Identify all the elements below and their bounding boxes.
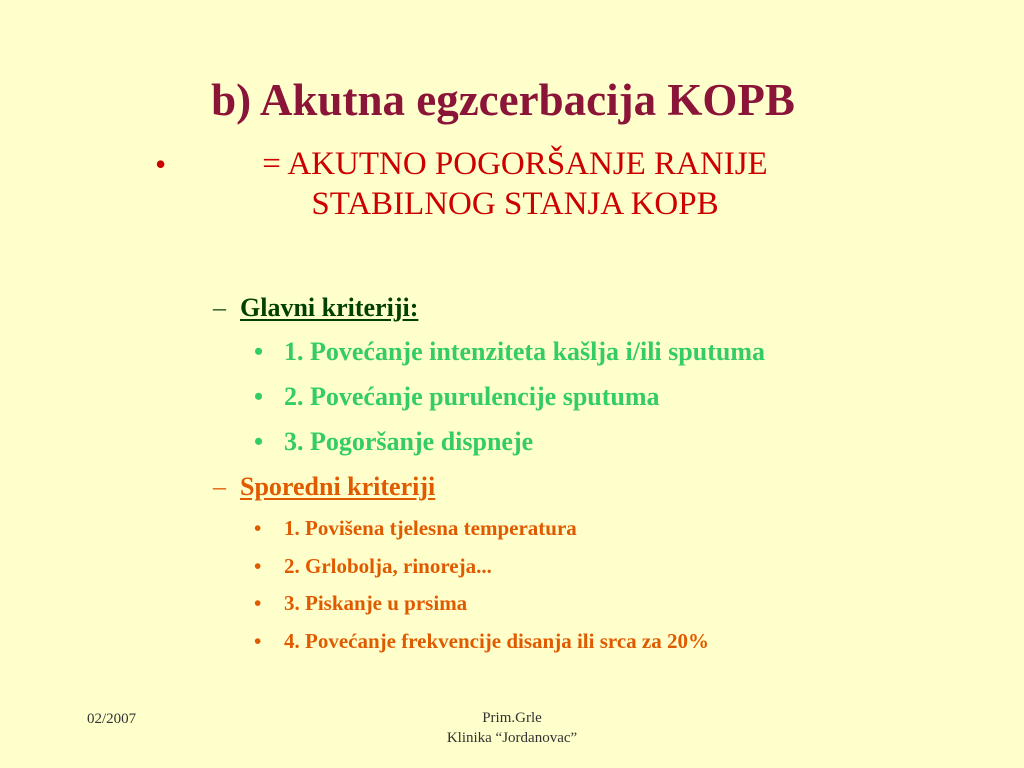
main-bullet-line-2: STABILNOG STANJA KOPB: [311, 186, 719, 222]
minor-item: 2. Grlobolja, rinoreja...: [284, 554, 492, 578]
main-bullet-line-1: = AKUTNO POGORŠANJE RANIJE: [262, 146, 768, 182]
footer-author: Prim.Grle: [482, 710, 542, 726]
minor-item-bullet: •: [254, 591, 262, 615]
major-item-bullet: •: [254, 382, 264, 411]
major-criteria-heading: Glavni kriteriji:: [240, 293, 419, 322]
minor-item-bullet: •: [254, 554, 262, 578]
minor-item: 1. Povišena tjelesna temperatura: [284, 516, 577, 540]
major-criteria-dash: –: [213, 293, 226, 322]
minor-criteria-heading: Sporedni kriteriji: [240, 472, 436, 501]
minor-item-bullet: •: [254, 516, 262, 540]
major-item: 1. Povećanje intenziteta kašlja i/ili sputuma: [284, 337, 765, 366]
major-item-bullet: •: [254, 427, 264, 456]
minor-item: 3. Piskanje u prsima: [284, 591, 468, 615]
slide-title: b) Akutna egzcerbacija KOPB: [211, 75, 795, 125]
footer-date: 02/2007: [87, 711, 137, 727]
main-bullet-marker: •: [155, 146, 167, 182]
main-bullet-text: [175, 144, 855, 224]
minor-item: 4. Povećanje frekvencije disanja ili srca za 20%: [284, 629, 709, 653]
major-item-bullet: •: [254, 337, 264, 366]
major-item: 2. Povećanje purulencije sputuma: [284, 382, 660, 411]
footer-credit: [412, 708, 612, 748]
footer-institution: Klinika “Jordanovac”: [446, 730, 578, 746]
major-item: 3. Pogoršanje dispneje: [284, 427, 534, 456]
minor-item-bullet: •: [254, 629, 262, 653]
minor-criteria-dash: –: [213, 472, 226, 501]
